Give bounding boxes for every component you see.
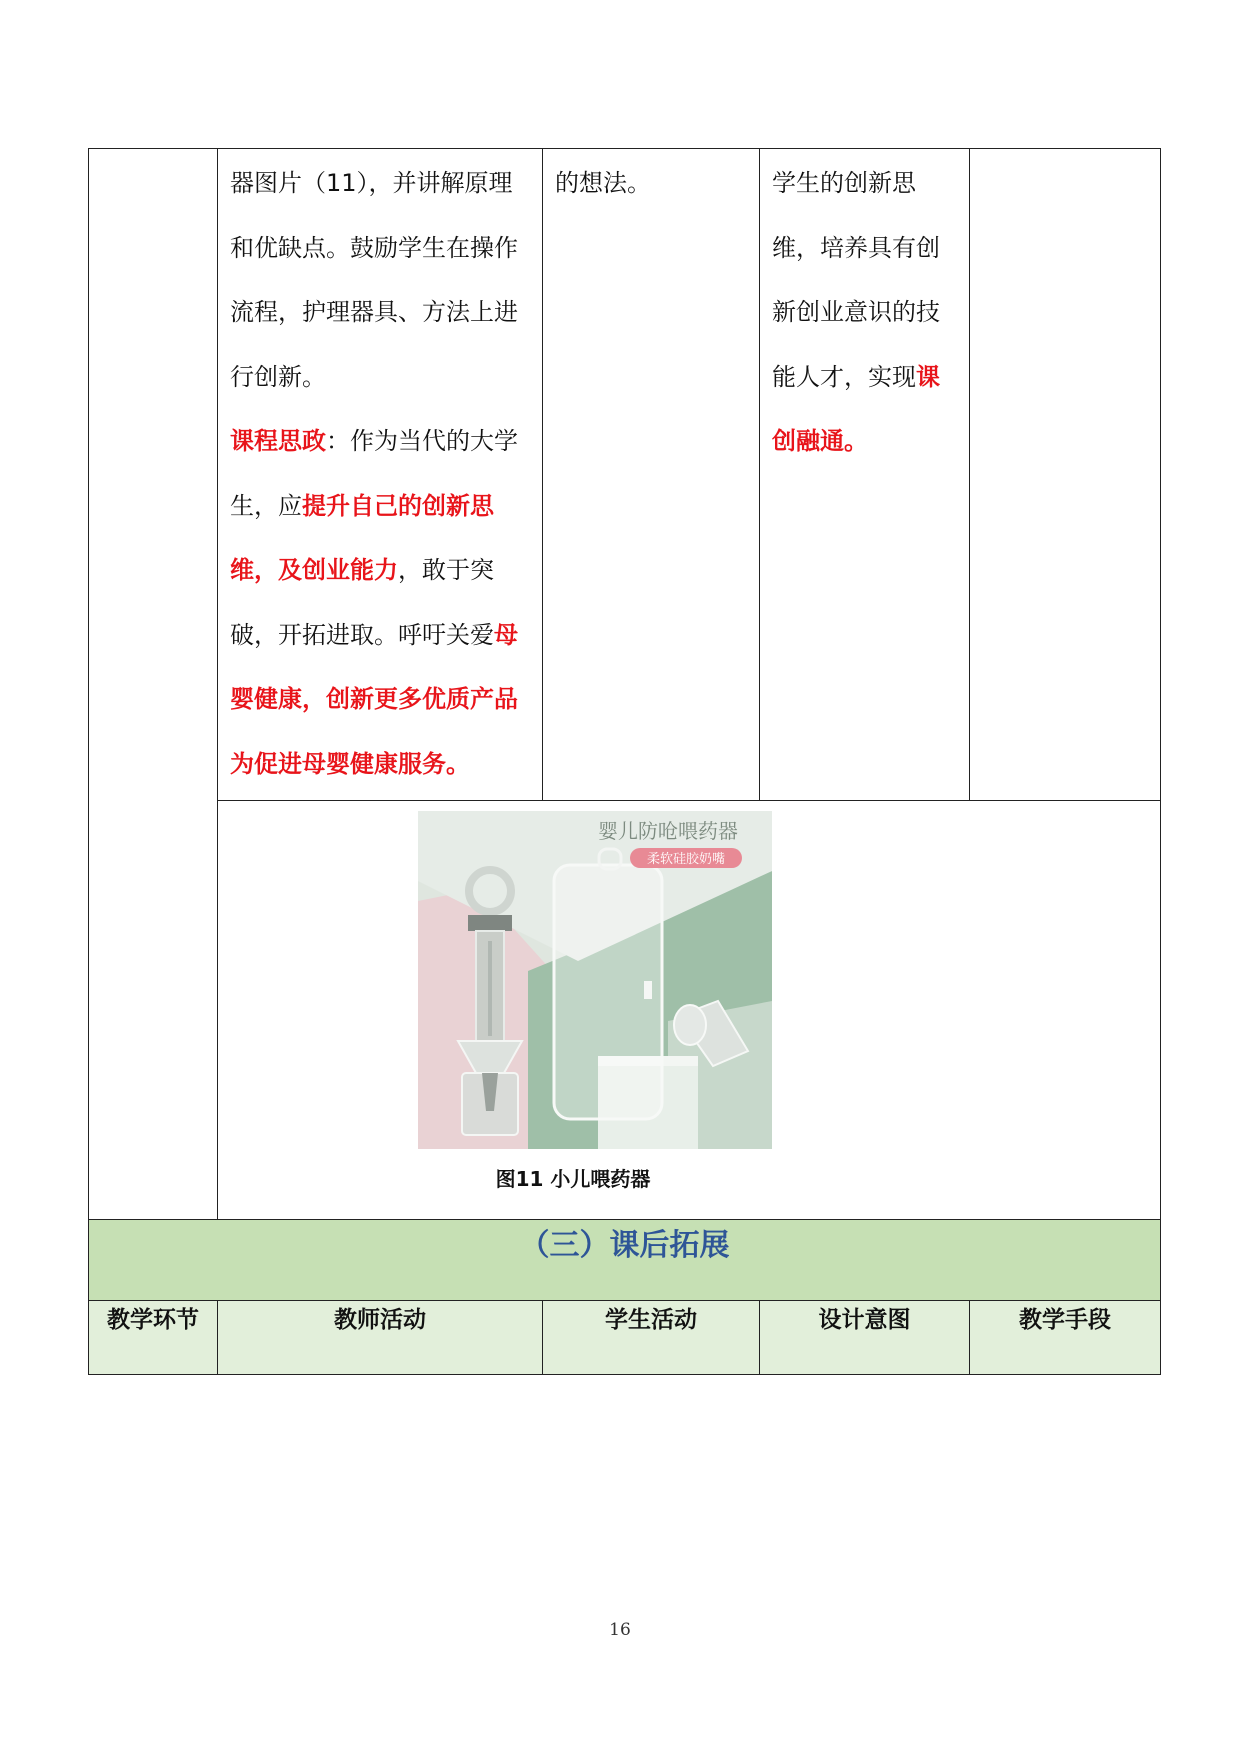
- content-row: [89, 149, 1161, 801]
- figure: [418, 811, 772, 1192]
- header-row: [89, 1301, 1161, 1375]
- highlight-text: 提升自己的创新思维，及创业能力: [230, 491, 494, 584]
- figure-caption: 图11 小儿喂药器: [495, 1167, 651, 1191]
- figure-cell: [218, 801, 1161, 1220]
- header-teaching-means: 教学手段: [970, 1301, 1161, 1375]
- student-activity-cell: [543, 149, 760, 801]
- design-intent-text: [760, 149, 969, 478]
- highlight-text: 课创融通。: [772, 362, 940, 455]
- medicine-feeder-product-photo: [418, 811, 772, 1149]
- highlight-text: 课程思政: [230, 427, 326, 455]
- highlight-text: 母婴健康，创新更多优质产品为促进母婴健康服务。: [230, 620, 518, 778]
- body-text: 学生的创新思维，培养具有创新创业意识的技能人才，实现: [772, 169, 940, 391]
- teacher-activity-paragraph: [230, 151, 532, 409]
- design-intent-cell: [760, 149, 970, 801]
- image-title: 婴儿防呛喂药器: [598, 819, 738, 843]
- header-design-intent: 设计意图: [760, 1301, 970, 1375]
- section-row: [89, 1220, 1161, 1301]
- teacher-activity-text: [218, 149, 542, 800]
- section-title: （三）课后拓展: [89, 1220, 1161, 1301]
- teaching-means-cell: [970, 149, 1161, 801]
- teacher-activity-cell: [218, 149, 543, 801]
- header-teaching-stage: 教学环节: [89, 1301, 218, 1375]
- body-text: ，敢于突破，开拓进取。呼吁关爱: [230, 556, 494, 649]
- figure-row: [89, 801, 1161, 1220]
- body-text: 器图片（11），并讲解原理和优缺点。鼓励学生在操作流程，护理器具、方法上进行创新。: [230, 169, 518, 391]
- header-teacher-activity: 教师活动: [218, 1301, 543, 1375]
- student-activity-text: 的想法。: [555, 169, 651, 197]
- body-text: ：作为当代的大学生，应: [230, 427, 518, 520]
- page-number: 16: [609, 1620, 631, 1640]
- teacher-activity-paragraph: [230, 409, 532, 796]
- lesson-plan-table: [88, 148, 1161, 1375]
- header-student-activity: 学生活动: [543, 1301, 760, 1375]
- image-subtitle: 柔软硅胶奶嘴: [646, 852, 726, 867]
- teaching-stage-cell: [89, 149, 218, 1220]
